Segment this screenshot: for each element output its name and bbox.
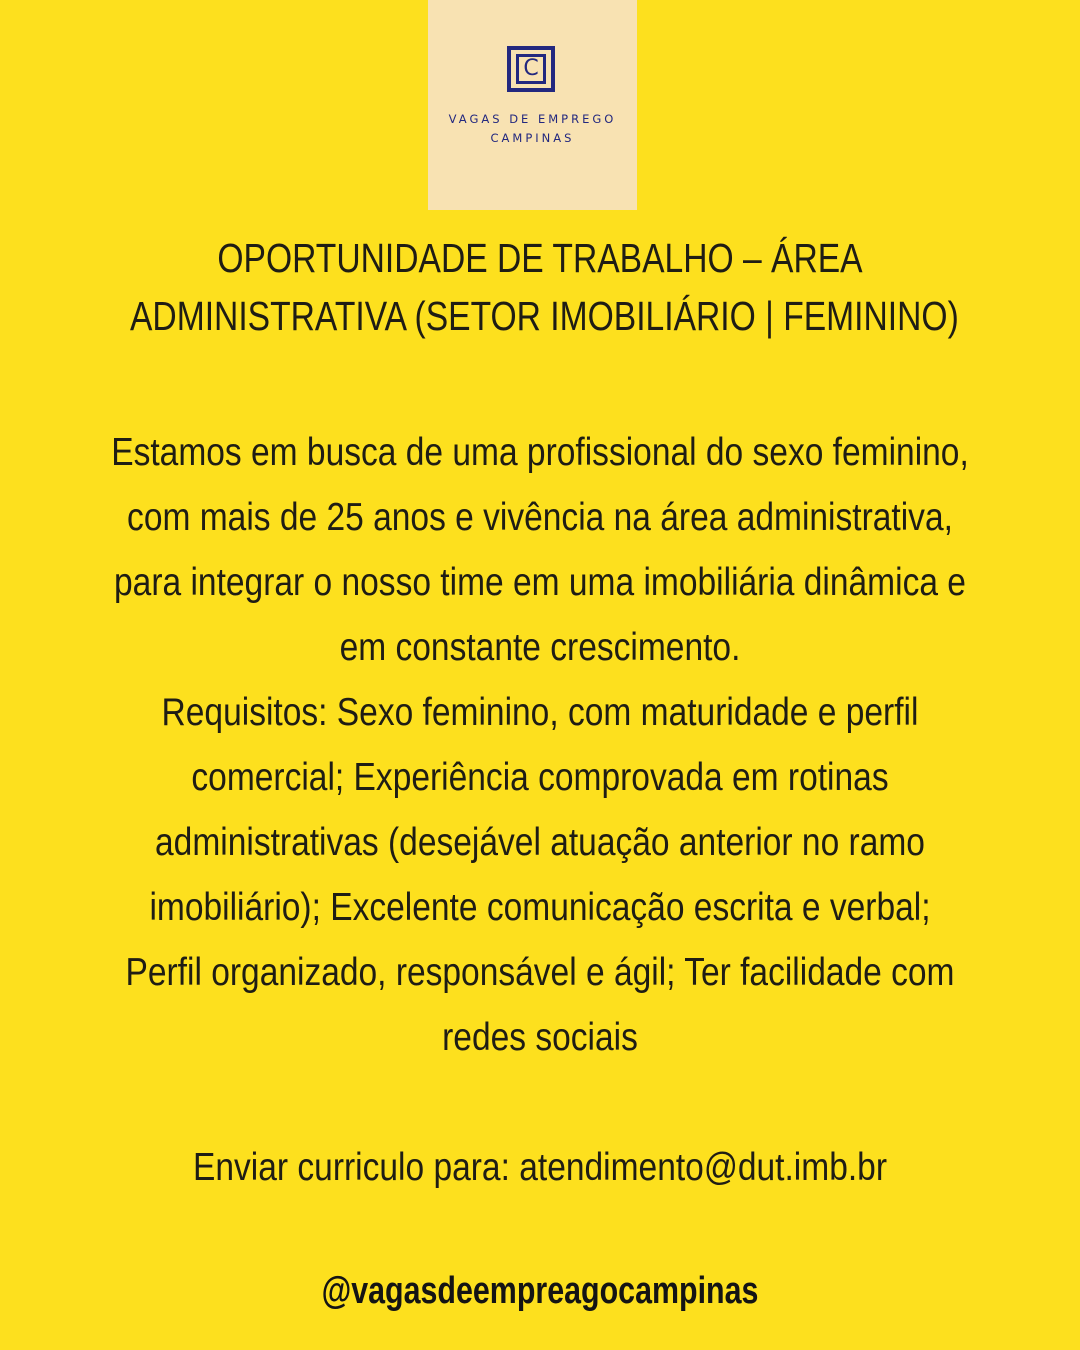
headline bbox=[130, 229, 959, 345]
logo-letter: C bbox=[516, 54, 546, 84]
contact-email-line: Enviar curriculo para: atendimento@dut.imb.br bbox=[193, 1146, 887, 1189]
logo-card bbox=[428, 0, 637, 210]
requirements-line: Requisitos: Sexo feminino, com maturidade e perfil bbox=[161, 691, 919, 734]
logo-c-icon bbox=[507, 46, 555, 92]
description-line: em constante crescimento. bbox=[339, 626, 741, 669]
requirements-line: comercial; Experiência comprovada em rotinas bbox=[191, 756, 889, 799]
social-handle: @vagasdeempreagocampinas bbox=[321, 1270, 759, 1312]
requirements-line: redes sociais bbox=[442, 1016, 638, 1059]
logo-text-line1: VAGAS DE EMPREGO bbox=[448, 112, 617, 126]
headline-line-1: OPORTUNIDADE DE TRABALHO – ÁREA bbox=[217, 235, 863, 281]
requirements-line: Perfil organizado, responsável e ágil; Ter facilidade com bbox=[125, 951, 955, 994]
logo-text-line2: CAMPINAS bbox=[490, 131, 575, 145]
requirements-line: imobiliário); Excelente comunicação escrita e verbal; bbox=[149, 886, 931, 929]
requirements-line: administrativas (desejável atuação anterior no ramo bbox=[155, 821, 925, 864]
description-line: com mais de 25 anos e vivência na área administrativa, bbox=[127, 496, 953, 539]
job-description bbox=[0, 420, 1080, 1070]
headline-line-2: ADMINISTRATIVA (SETOR IMOBILIÁRIO | FEMININO) bbox=[130, 293, 959, 339]
description-line: para integrar o nosso time em uma imobiliária dinâmica e bbox=[114, 561, 966, 604]
description-line: Estamos em busca de uma profissional do sexo feminino, bbox=[111, 431, 969, 474]
